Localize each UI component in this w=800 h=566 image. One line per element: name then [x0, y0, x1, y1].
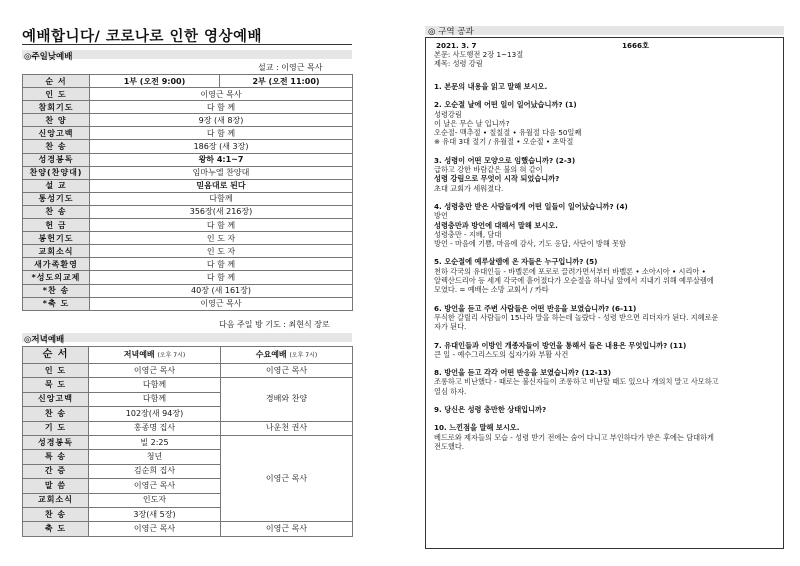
evening-row-label: 묵 도: [23, 378, 89, 392]
wednesday-service-time: (오후 7시): [289, 351, 318, 359]
evening-row-value: 빌 2:25: [89, 435, 221, 449]
morning-row: [23, 258, 353, 271]
study-question: 9. 당신은 성령 충만한 상태입니까?: [434, 405, 547, 415]
morning-header-row: [23, 75, 353, 88]
morning-row-label: 신앙고백: [23, 127, 90, 140]
morning-row-value: 임마누엘 찬양대: [90, 166, 353, 179]
study-question: 5. 오순절에 예루살렘에 온 자들은 누구입니까? (5): [434, 257, 598, 267]
evening-row-value: 홍종명 집사: [89, 421, 221, 435]
morning-row-value: 40장 (새 161장): [90, 284, 353, 297]
evening-row-label: 기 도: [23, 421, 89, 435]
morning-row: [23, 219, 353, 232]
morning-row: [23, 88, 353, 101]
morning-row-label: *성도의교제: [23, 271, 90, 284]
evening-row-label: 축 도: [23, 522, 89, 536]
evening-row-value: 3장(새 5장): [89, 507, 221, 521]
study-answer: 자가 된다.: [434, 322, 467, 332]
study-question: 6. 방언을 듣고 주변 사람들은 어떤 반응을 보였습니까? (6-11): [434, 303, 637, 313]
evening-row-value: 이영근 목사: [89, 364, 221, 378]
morning-row-value: 9장 (새 8장): [90, 114, 353, 127]
morning-row-label: 교회소식: [23, 245, 90, 258]
morning-row-label: *축 도: [23, 297, 90, 310]
title-divider: [22, 44, 352, 45]
morning-worship-table: [22, 74, 353, 311]
morning-row: [23, 205, 353, 218]
first-service-header: 1부 (오전 9:00): [90, 75, 220, 88]
morning-row-label: 봉헌기도: [23, 232, 90, 245]
morning-row-label: *찬 송: [23, 284, 90, 297]
evening-row-label: 찬 송: [23, 507, 89, 521]
evening-row-label: 성경봉독: [23, 435, 89, 449]
study-question: 7. 유대인들과 이방인 개종자들이 방언을 통해서 들은 내용은 무엇입니까? (11): [434, 340, 687, 350]
order-header: 순 서: [23, 75, 90, 88]
morning-row: [23, 284, 353, 297]
wednesday-benediction: 이영근 목사: [221, 522, 353, 536]
evening-row-value: 다함께: [89, 392, 221, 406]
morning-row-label: 찬양(찬양대): [23, 166, 90, 179]
morning-row: [23, 245, 353, 258]
evening-row-label: 인 도: [23, 364, 89, 378]
morning-row: [23, 114, 353, 127]
morning-row-value: 이영근 목사: [90, 88, 353, 101]
study-answer: 전도했다.: [434, 441, 465, 451]
evening-row-label: 찬 송: [23, 407, 89, 421]
study-question: 1. 본문의 내용을 읽고 말해 보시오.: [434, 82, 548, 91]
evening-row: [23, 522, 353, 536]
morning-row-value: 왕하 4:1~7: [90, 153, 353, 166]
morning-row-value: 다 함 께: [90, 258, 353, 271]
morning-row-label: 인 도: [23, 88, 90, 101]
wednesday-prayer: 나운천 권사: [221, 421, 353, 435]
morning-row: [23, 140, 353, 153]
study-answer: 모였다. = 예배는 소망 교회서 / 카타: [434, 285, 549, 295]
morning-section-title: ◎주일낮예배: [24, 52, 73, 62]
evening-row: [23, 435, 353, 449]
evening-row: [23, 421, 353, 435]
morning-row-value: 356장(새 216장): [90, 205, 353, 218]
study-question: 2. 오순절 날에 어떤 일이 일어났습니까? (1): [434, 100, 577, 110]
study-answer: 천하 각국의 유대인들 - 바벨론에 포로로 끌려가면서부터 바벨론 • 소아시아 • 시리아 •: [434, 266, 706, 276]
evening-order-header: 순 서: [23, 347, 89, 364]
study-answer: 조롱하고 비난했다 - 때로는 불신자들이 조롱하고 비난할 때도 있으나 개의치 말고 사모하고: [434, 377, 719, 387]
morning-row-value: 다함께: [90, 192, 353, 205]
morning-row: [23, 297, 353, 310]
evening-row-value: 청년: [89, 450, 221, 464]
study-answer: 급하고 강한 바람같은 불의 혀 같이: [434, 165, 543, 175]
next-week-prayer: 다음 주일 방 기도 : 최현식 장로: [219, 320, 330, 329]
evening-row-label: 교회소식: [23, 493, 89, 507]
evening-row-value: 102장(새 94장): [89, 407, 221, 421]
morning-row: [23, 271, 353, 284]
study-question: 성령 강림으로 무엇이 시작 되었습니까?: [434, 174, 560, 184]
morning-row-label: 참회기도: [23, 101, 90, 114]
morning-row: [23, 153, 353, 166]
morning-row: [23, 166, 353, 179]
evening-row-value: 김순희 집사: [89, 464, 221, 478]
evening-section-bar: [22, 333, 352, 342]
wednesday-leader: 이영근 목사: [221, 364, 353, 378]
study-answer: 방언: [434, 211, 448, 221]
morning-row-value: 다 함 께: [90, 101, 353, 114]
sermon-preacher: 설교 : 이영근 목사: [258, 63, 323, 72]
morning-row-value: 다 함 께: [90, 127, 353, 140]
wednesday-sermon: 이영근 목사: [221, 435, 353, 521]
morning-row-label: 헌 금: [23, 219, 90, 232]
study-topic: 제목: 성령 강림: [434, 59, 483, 68]
morning-row-value: 인 도 자: [90, 245, 353, 258]
study-answer: 성령충만 - 지배, 담대: [434, 229, 502, 239]
morning-row-label: 통성기도: [23, 192, 90, 205]
study-answer: 성령강림: [434, 109, 462, 119]
evening-row: [23, 364, 353, 378]
study-passage: 본문: 사도행전 2장 1~13절: [434, 50, 524, 59]
evening-row-value: 이영근 목사: [89, 522, 221, 536]
wednesday-praise: 경배와 찬양: [221, 378, 353, 421]
evening-row-label: 말 씀: [23, 479, 89, 493]
study-answer: 이 날은 무슨 날 입니까?: [434, 118, 510, 128]
evening-row-label: 간 증: [23, 464, 89, 478]
study-answer: 무식한 갈릴리 사람들이 15나라 말을 하는데 놀랐다 - 성령 받으면 리더자가 된다. 지혜로운: [434, 312, 719, 322]
morning-row: [23, 127, 353, 140]
study-answer: 초대 교회가 세워졌다.: [434, 183, 504, 193]
study-answer: 방언 - 마음에 기쁨, 마음에 감사, 기도 응답, 사단이 방해 못함: [434, 239, 626, 249]
morning-row-value: 믿음대로 된다: [90, 179, 353, 192]
morning-row-label: 찬 송: [23, 205, 90, 218]
evening-row-value: 인도자: [89, 493, 221, 507]
morning-row-label: 설 교: [23, 179, 90, 192]
morning-row-value: 다 함 께: [90, 271, 353, 284]
morning-row-label: 성경봉독: [23, 153, 90, 166]
study-answer: 큰 일 - 예수그리스도의 십자가와 부활 사건: [434, 349, 569, 359]
study-question: 4. 성령충만 받은 사람들에게 어떤 일들이 일어났습니까? (4): [434, 201, 628, 211]
morning-row-label: 새가족환영: [23, 258, 90, 271]
study-box: [425, 37, 784, 549]
morning-row-value: 186장 (새 3장): [90, 140, 353, 153]
study-issue: 1666호: [622, 41, 649, 50]
evening-header-row: [23, 347, 353, 364]
study-section-title: ◎ 구역 공과: [428, 27, 474, 37]
evening-service-header: [89, 347, 221, 364]
study-question: 성령충만과 방언에 대해서 말해 보시오.: [434, 220, 558, 230]
page-title: 예배합니다/ 코로나로 인한 영상예배: [22, 29, 263, 45]
evening-section-title: ◎저녁예배: [24, 335, 65, 345]
wednesday-service-title: 수요예배: [255, 349, 287, 359]
morning-row-value: 다 함 께: [90, 219, 353, 232]
study-answer: 오순절- 맥추절 • 칠칠절 • 유월절 다음 50일째: [434, 128, 582, 138]
second-service-header: 2부 (오전 11:00): [220, 75, 353, 88]
study-section-bar: [425, 26, 784, 35]
study-date: 2021. 3. 7: [436, 41, 477, 50]
study-answer: 베드로와 제자들의 모습 - 성령 받기 전에는 숨어 다니고 부인하다가 받은 후에는 담대하게: [434, 432, 714, 442]
morning-row-value: 이영근 목사: [90, 297, 353, 310]
study-question: 3. 성령이 어떤 모양으로 임했습니까? (2-3): [434, 155, 576, 165]
morning-row-label: 찬 양: [23, 114, 90, 127]
morning-row: [23, 179, 353, 192]
study-answer: 알렉산드리아 등 세계 각국에 흩어졌다가 오순절을 하나님 앞에서 지내기 위해 예루살렘에: [434, 276, 714, 286]
evening-row: [23, 378, 353, 392]
morning-row: [23, 192, 353, 205]
study-question: 8. 방언을 듣고 각각 어떤 반응을 보였습니까? (12-13): [434, 368, 612, 378]
morning-row: [23, 232, 353, 245]
study-questions: [434, 82, 779, 451]
evening-row-label: 특 송: [23, 450, 89, 464]
study-answer: ※ 유대 3대 절기 / 유월절 • 오순절 • 초막절: [434, 137, 574, 147]
morning-row: [23, 101, 353, 114]
wednesday-service-header: [221, 347, 353, 364]
study-question: 10. 느낀점을 말해 보시오.: [434, 423, 520, 433]
study-answer: 열심 하자.: [434, 386, 467, 396]
evening-row-value: 이영근 목사: [89, 479, 221, 493]
morning-row-value: 인 도 자: [90, 232, 353, 245]
evening-worship-table: [22, 346, 353, 537]
morning-row-label: 찬 송: [23, 140, 90, 153]
evening-row-value: 다함께: [89, 378, 221, 392]
evening-service-time: (오후 7시): [157, 351, 186, 359]
evening-row-label: 신앙고백: [23, 392, 89, 406]
evening-service-title: 저녁예배: [123, 349, 155, 359]
